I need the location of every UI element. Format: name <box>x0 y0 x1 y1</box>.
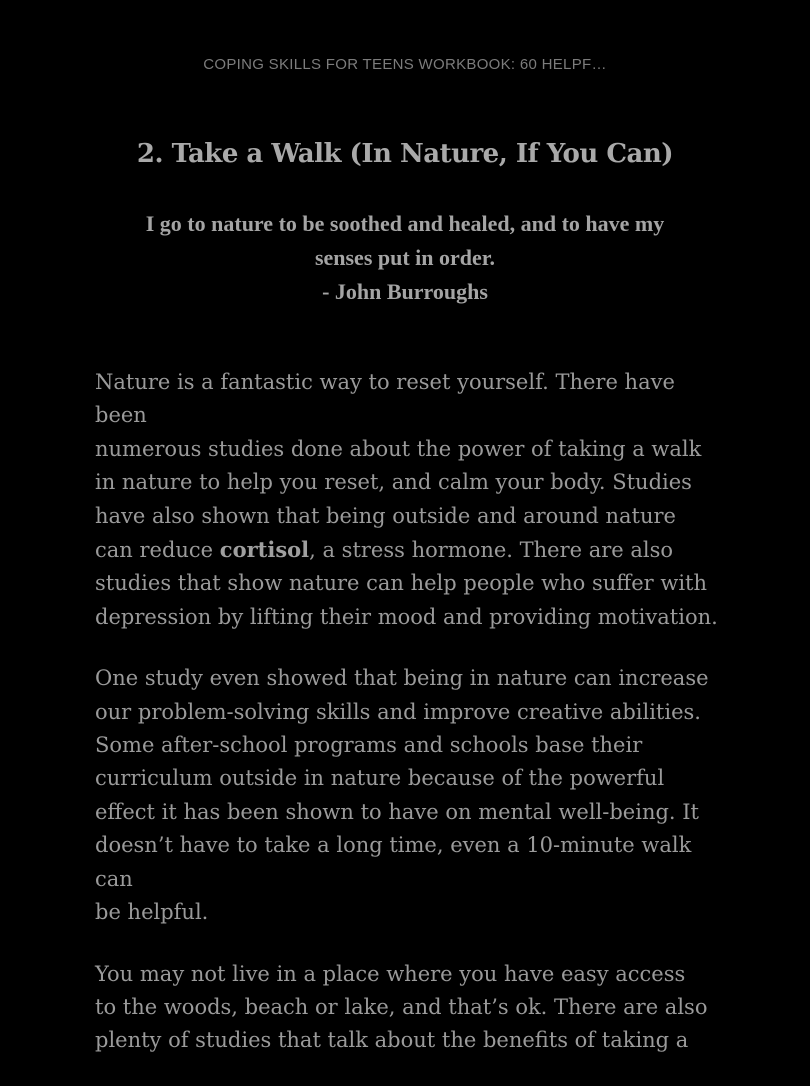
body-paragraph: Nature is a fantastic way to reset yourself. There have been numerous studies done about the power of taking a walk in nature to help you reset, and calm your body. Studies have also shown that being outside and around nature can reduce cortisol, a stress hormone. There are also studies that show nature can help people who suffer with depression by lifting their mood and providing motivation. <box>95 370 718 629</box>
chapter-body-text <box>95 366 725 1086</box>
epigraph-quote-attribution: - John Burroughs <box>322 279 488 304</box>
book-title-header: COPING SKILLS FOR TEENS WORKBOOK: 60 HELPF… <box>203 56 607 73</box>
epigraph-quote-block <box>85 207 725 309</box>
chapter-title: 2. Take a Walk (In Nature, If You Can) <box>136 139 674 169</box>
epigraph-quote-text: I go to nature to be soothed and healed, and to have my senses put in order. <box>145 211 665 270</box>
body-paragraph: One study even showed that being in nature can increase our problem-solving skills and improve creative abilities. Some after-school programs and schools base their curriculum outside in nature because of the powerful effect it has been shown to have on mental well-being. It doesn’t have to take a long time, even a 10-minute walk can be helpful. <box>95 666 709 925</box>
body-paragraph: You may not live in a place where you have easy access to the woods, beach or lake, and that’s ok. There are also plenty of studies that talk about the benefits of taking a <box>95 961 708 1053</box>
